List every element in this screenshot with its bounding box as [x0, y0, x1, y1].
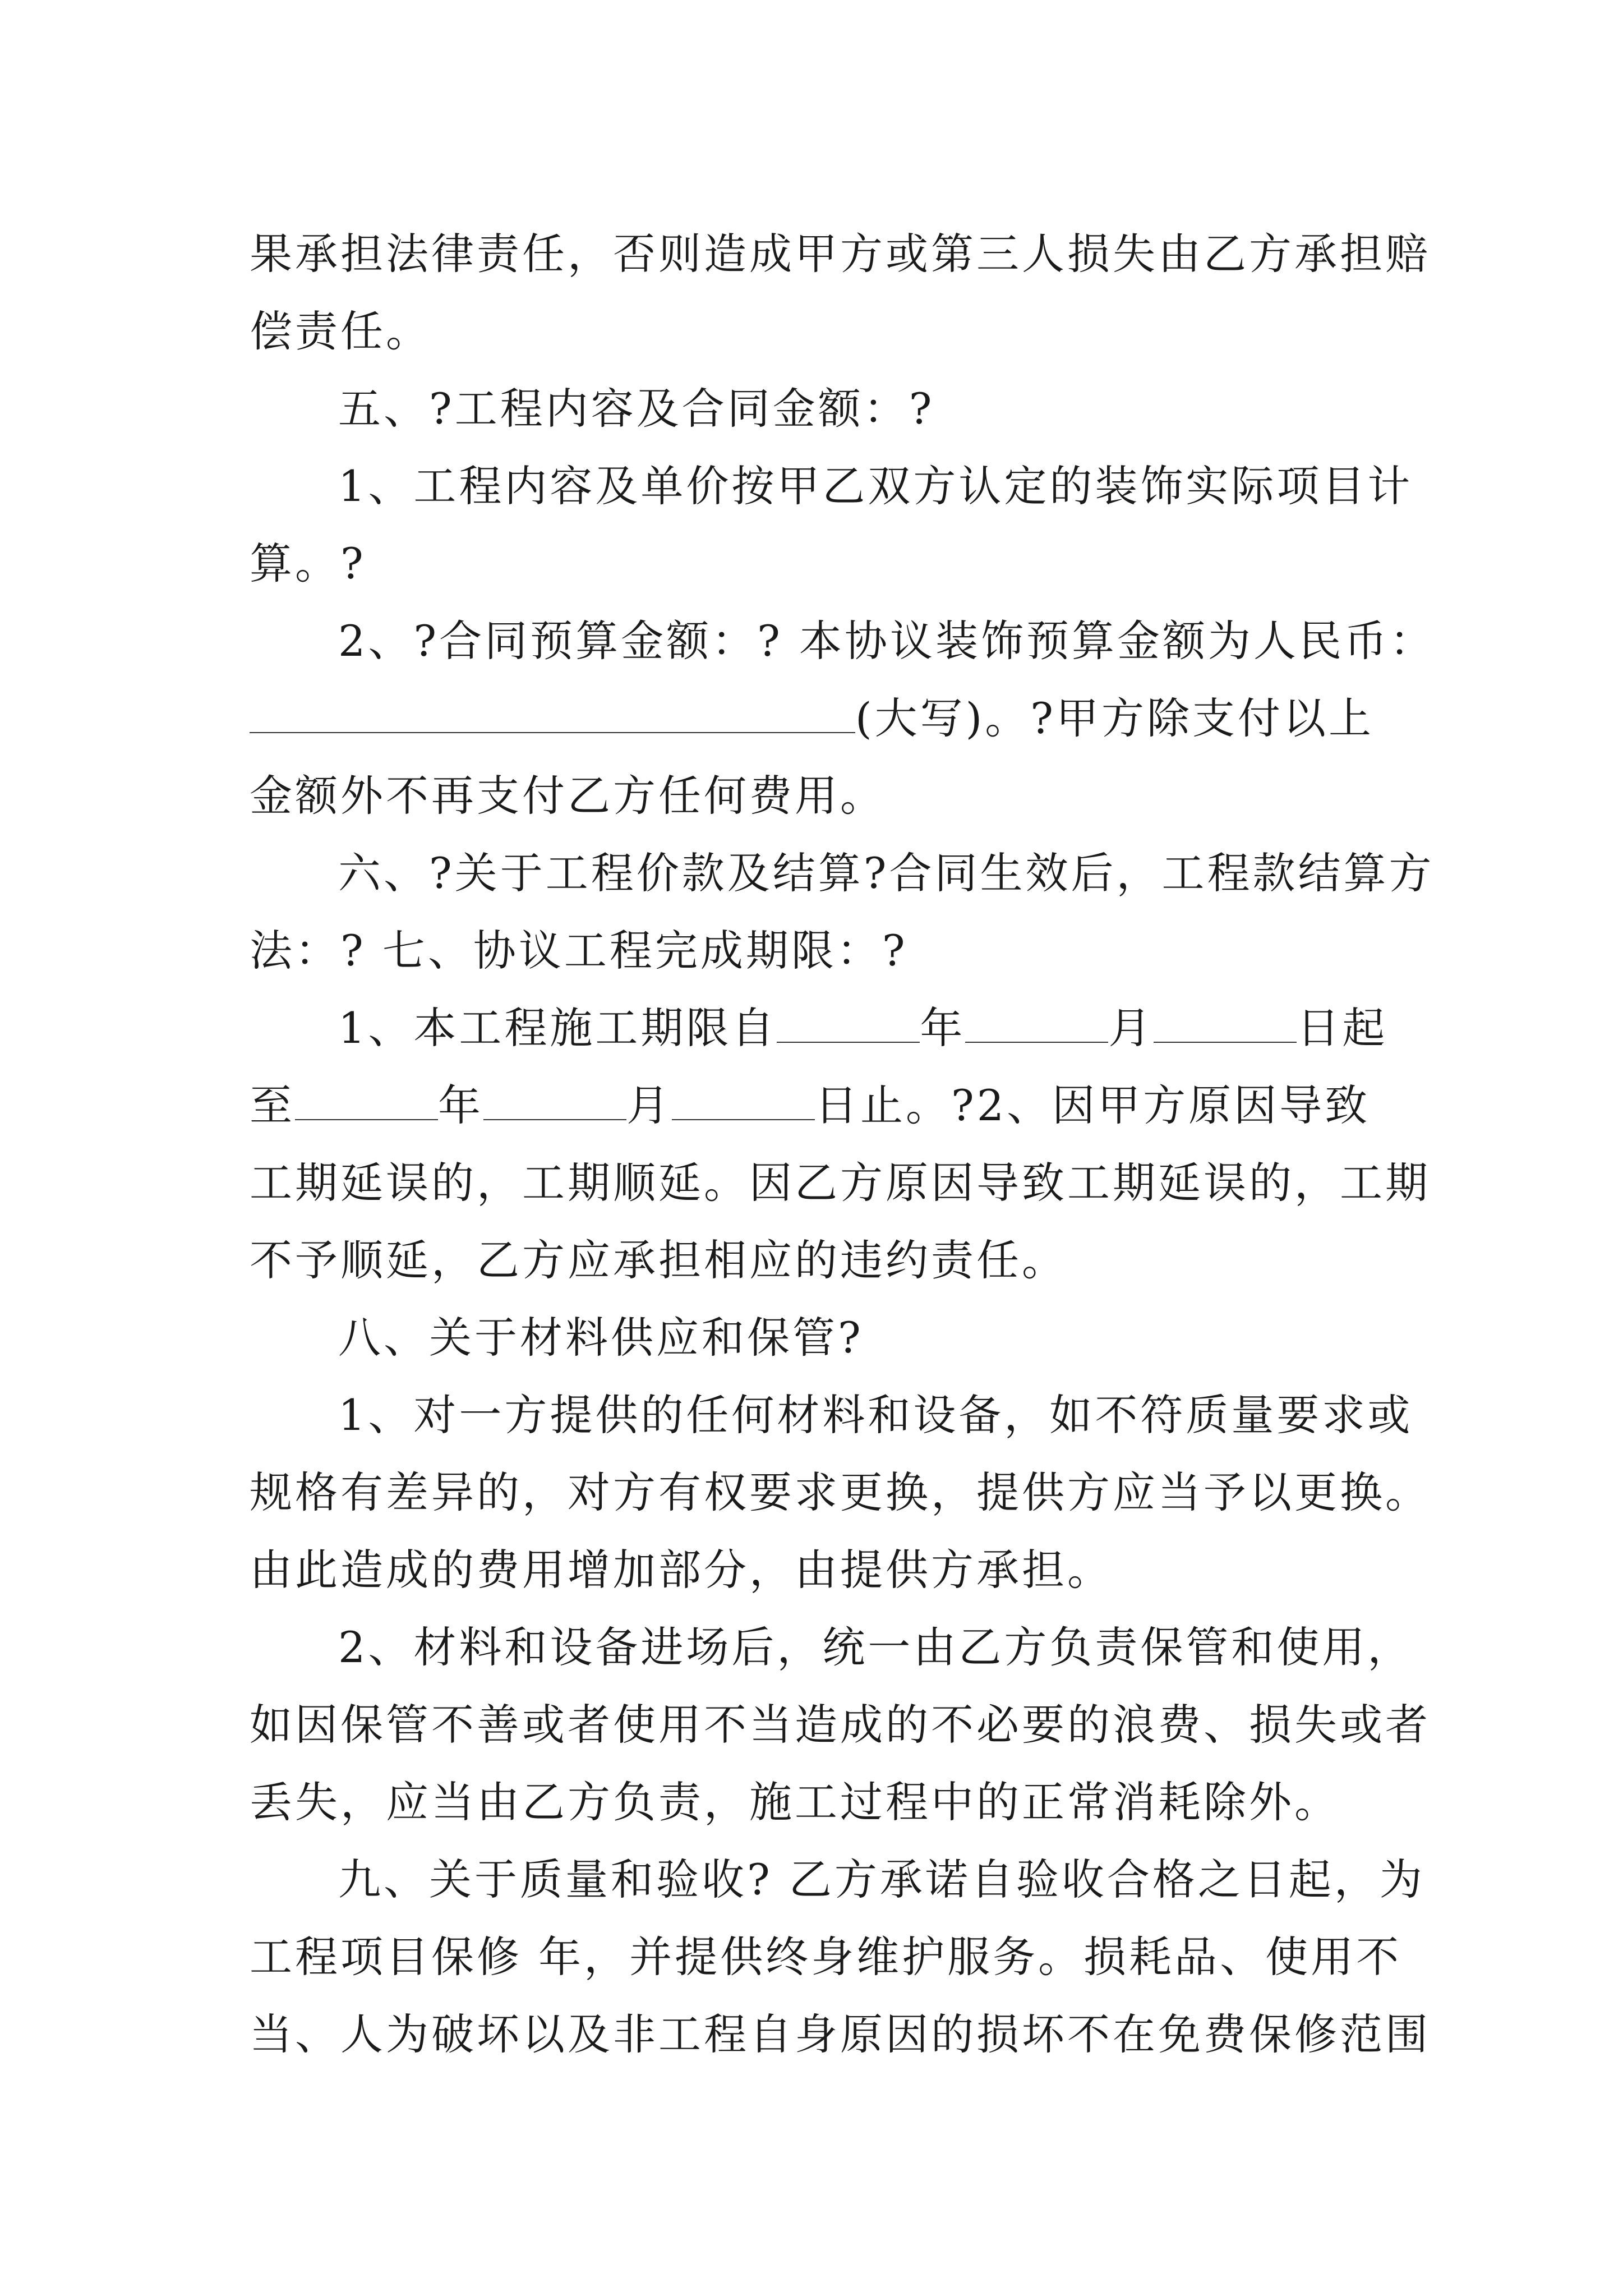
text-line: 由此造成的费用增加部分，由提供方承担。: [250, 1545, 1113, 1595]
document-body: [250, 215, 1436, 2073]
text-line: 工期延误的，工期顺延。因乙方原因导致工期延误的，工期: [250, 1158, 1431, 1208]
text-line: 偿责任。: [250, 306, 431, 356]
end-day-blank: [672, 1079, 815, 1120]
section-heading-6: 六、?关于工程价款及结算?合同生效后，工程款结算方: [338, 848, 1435, 898]
month-label: 月: [1108, 1003, 1154, 1053]
end-month-blank: [483, 1079, 626, 1120]
text-line: 丢失，应当由乙方负责，施工过程中的正常消耗除外。: [250, 1777, 1340, 1827]
text-line: 1、对一方提供的任何材料和设备，如不符质量要求或: [338, 1390, 1413, 1440]
text-line: 规格有差异的，对方有权要求更换，提供方应当予以更换。: [250, 1467, 1431, 1517]
start-date-line: [250, 990, 1388, 1067]
start-year-blank: [777, 1001, 920, 1043]
year-label: 年: [920, 1003, 966, 1053]
section-heading-8: 八、关于材料供应和保管?: [338, 1313, 864, 1363]
text-line: 法：? 七、协议工程完成期限：?: [250, 926, 908, 976]
text-line: 工程项目保修 年，并提供终身维护服务。损耗品、使用不: [250, 1932, 1402, 1982]
month-label: 月: [626, 1080, 672, 1130]
start-date-prefix: 1、本工程施工期限自: [338, 1003, 777, 1053]
text-line: 2、材料和设备进场后，统一由乙方负责保管和使用，: [338, 1622, 1413, 1672]
amount-suffix: (大写)。?甲方除支付以上: [855, 693, 1375, 743]
text-line: 金额外不再支付乙方任何费用。: [250, 771, 886, 821]
end-date-line: [250, 1067, 1388, 1144]
text-line: 算。?: [250, 539, 366, 588]
text-line: 1、工程内容及单价按甲乙双方认定的装饰实际项目计: [338, 461, 1413, 511]
start-day-blank: [1154, 1001, 1297, 1043]
day-label: 日止。?2、因甲方原因导致: [815, 1080, 1371, 1130]
amount-line: [250, 680, 1388, 757]
year-label: 年: [438, 1080, 483, 1130]
start-month-blank: [965, 1001, 1108, 1043]
text-line: 如因保管不善或者使用不当造成的不必要的浪费、损失或者: [250, 1700, 1431, 1750]
text-line: 当、人为破坏以及非工程自身原因的损坏不在免费保修范围: [250, 2009, 1431, 2059]
section-heading-9: 九、关于质量和验收? 乙方承诺自验收合格之日起，为: [338, 1855, 1425, 1904]
text-line: 不予顺延，乙方应承担相应的违约责任。: [250, 1235, 1067, 1285]
end-date-prefix: 至: [250, 1080, 295, 1130]
section-heading-5: 五、?工程内容及合同金额：?: [338, 384, 935, 434]
text-line: 果承担法律责任，否则造成甲方或第三人损失由乙方承担赔: [250, 229, 1431, 279]
end-year-blank: [295, 1079, 438, 1120]
amount-blank: [250, 692, 855, 733]
text-line: 2、?合同预算金额：? 本协议装饰预算金额为人民币：: [338, 616, 1436, 666]
day-label: 日起: [1297, 1003, 1388, 1053]
